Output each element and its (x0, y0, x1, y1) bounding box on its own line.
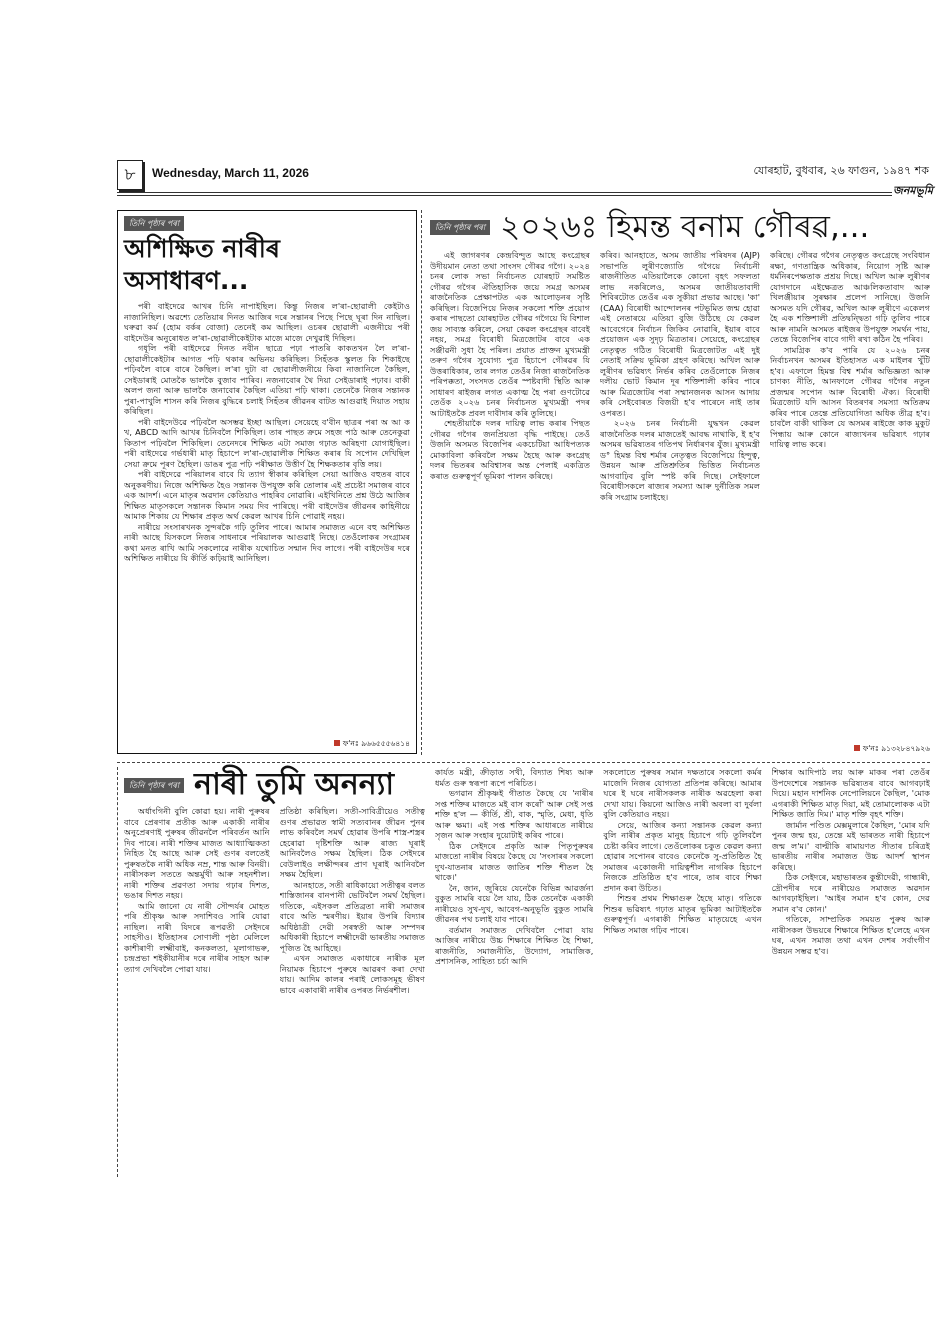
article-main-col-2 (600, 250, 760, 754)
paragraph: প্ৰতিষ্ঠা কৰিছিল। সতী-সাবিত্ৰীয়েও সতীত্ব গুণৰ প্ৰভাৱত স্বামী সত্যবানৰ জীৱন পুনৰ লাভ কৰিবলৈ সমৰ্থ হোৱাৰ উপৰি শাস্ত্ৰ-শস্ত্ৰৰ হেৰোৱা দৃষ্টিশক্তি আৰু ৰাজ্য ঘূৰাই আনিবলৈও সক্ষম হৈছিল। ঠিক সেইদৰে বেউলাইও লক্ষীন্দৰৰ প্ৰাণ ঘূৰাই আনিবলৈ সক্ষম হৈছিল। (279, 806, 425, 879)
paragraph: নৈ, জান, জুৰিয়ে যেনেকৈ বিভিন্ন আৱৰ্জনা বুকুত সামৰি বয়ে লৈ যায়, ঠিক তেনেকৈ একাকী নাৰীয়েও সুখ-দুখ, আবেগ-অনুভূতি বুকুত সামৰি জীৱনৰ পথ চলাই যাব পাৰে। (435, 882, 594, 924)
section-divider (117, 762, 930, 763)
paragraph: ভগৱান শ্ৰীকৃষ্ণই গীতাত কৈছে যে 'নাৰীৰ সপ্ত শক্তিৰ মাজতে মই বাস কৰোঁ' আৰু সেই সপ্ত শক্তি হ'ল — কীৰ্তি, শ্ৰী, বাক, স্মৃতি, মেধা, ধৃতি আৰু ক্ষমা। এই সপ্ত শক্তিৰ আধাৰতে নাৰীয়ে সৃজন আৰু সংহাৰ দুয়োটাই কৰিব পাৰে। (435, 788, 594, 840)
phone-main (770, 744, 930, 754)
article-left-body (124, 301, 410, 736)
paragraph: গতিকে, সাম্প্ৰতিক সময়ত পুৰুষ আৰু নাৰীসকল উভয়ৰে শিক্ষাৰে শিক্ষিত হ'লেহে এখন ঘৰ, এখন সমাজ তথা এখন দেশৰ সৰ্বাংগীণ উন্নয়ন সম্ভৱ হ'ব। (771, 914, 930, 956)
article-bottom (117, 767, 930, 1177)
article-main-col-3-wrap (770, 250, 930, 754)
paragraph: অৰ্ধাংগিনী বুলি কোৱা হয়। নাৰী পুৰুষৰ বাবে প্ৰেৰণাৰ প্ৰতীক আৰু একাকী নাৰীৰ অনুপ্ৰেৰণাই পুৰুষৰ জীৱনলৈ পৰিবৰ্তন আনি দিব পাৰে। নাৰী শক্তিৰ মাজত আধ্যাত্মিকতা নিহিত হৈ আছে আৰু সেই গুণৰ বলতেই পুৰুষতকৈ নাৰী অধিক নম্ৰ, শান্ত আৰু বিনয়ী। নাৰীসকল সততে অন্তৰ্মুখী আৰু সহনশীল। নাৰী শক্তিৰ প্ৰৱণতা সদায় গঢ়াৰ দিশত, ভঙাৰ দিশত নহয়। (124, 806, 270, 900)
article-bottom-col-4 (603, 767, 761, 1177)
paragraph: পৰী বাইদেউৱে পঢ়িবলৈ অসম্ভৱ ইচ্ছা আছিল। সেয়েহে ব'বীন ছাত্ৰৰ পৰা অ আ ক খ, ABCD আদি আখৰ চিনিবলৈ শিকিছিল। তাৰ পাছত ক্ৰমে সহজ পাঠ আৰু তেনেকুৱা কিতাপ পঢ়িবলৈ শিকিছিল। তেনেদৰে শিক্ষিত এটা সমাজ গঢ়াত অৰিহণা যোগাইছিল। পৰী বাইদেৱে গৰ্ভধাৰী মাতৃ হিচাপে ল'ৰা-ছোৱালীক শিক্ষিত কৰাৰ যি সপোন দেখিছিল সেয়া ক্ৰমে পূৰণ হৈছিল। ডাঙৰ পুত্ৰ পঢ়ি পৰীক্ষাত উত্তীৰ্ণ হৈ শিক্ষকতাৰ বৃত্তি লয়। (124, 416, 410, 469)
column-divider (421, 210, 422, 755)
paragraph: জাৰ্মান পণ্ডিত মেক্সমুলাৰে কৈছিল, 'মোৰ যদি পুনৰ জন্ম হয়, তেন্তে মই ভাৰতত নাৰী হিচাপে জন্ম ল'ম।' বাল্মীকি ৰামায়ণত সীতাৰ চৰিত্ৰই ভাৰতীয় নাৰীৰ সমাজত উচ্চ আদৰ্শ স্থাপন কৰিছে। (771, 819, 930, 872)
article-bottom-col-3 (435, 767, 593, 1177)
paragraph: শিক্ষাৰ আদিপাঠ লয় আৰু মাকৰ পৰা তেওঁৰ উপদেশেৰে সন্তানক ভৱিষ্যতৰ বাবে আগবঢ়াই দিয়ে। মহান দাৰ্শনিক নেপোলিয়নে কৈছিল, 'মোক এগৰাকী শিক্ষিত মাতৃ দিয়া, মই তোমালোকক এটা শিক্ষিত জাতি দিম।' মাতৃ শক্তি বৃহৎ শক্তি। (771, 767, 930, 819)
article-bottom-col-1 (124, 806, 270, 1177)
paragraph: শিশুৰ প্ৰথম শিক্ষাগুৰু হৈছে মাতৃ। গতিকে শিশুৰ ভৱিষ্যৎ গঢ়াত মাতৃৰ ভূমিকা আটাইতকৈ গুৰুত্বপূৰ্ণ। এগৰাকী শিক্ষিত মাতৃয়েহে এখন শিক্ষিত সমাজ গঢ়িব পাৰে। (603, 893, 762, 935)
header-rule (117, 192, 892, 196)
paragraph: কাৰ্যত মন্ত্ৰী, ক্ৰীড়াত সখী, বিদ্যাত শিষ্য আৰু ধৰ্মত গুৰু স্বৰূপা ৰূপে পৰিচিত। (435, 767, 594, 788)
continued-label: তিনি পৃষ্ঠাৰ পৰা (124, 216, 184, 231)
page-number: ৮ (117, 160, 143, 190)
article-bottom-col-5 (772, 767, 930, 1177)
paragraph: পৰী বাইদেৱে পৰিয়ালৰ বাবে যি ত্যাগ স্বীকাৰ কৰিছিল সেয়া আজিও বহুতৰ বাবে অনুকৰণীয়। নিজে অশিক্ষিত হৈও সন্তানক উপযুক্ত কৰি তোলাৰ এই প্ৰচেষ্টা সমাজৰ বাবে এক আদৰ্শ। এনে মাতৃৰ অৱদান কেতিয়াও পাহৰিব নোৱাৰি। এইখিনিতে প্ৰশ্ন উঠে আজিৰ শিক্ষিত মাতৃসকলে সন্তানক কিমান সময় দিব পাৰিছে। পৰী বাইদেউৰ জীৱনৰ কাহিনীয়ে আমাক শিকায় যে শিক্ষাৰ প্ৰকৃত অৰ্থ কেৱল আখৰ চিনি পোৱাই নহয়। (124, 469, 410, 521)
article-main-col-3 (770, 250, 930, 741)
headline-left: অশিক্ষিত নাৰীৰ অসাধাৰণ... (124, 234, 280, 295)
phone-text: ফ'নঃ ৯৬৬৫৫৫৬৪১৪ (342, 739, 410, 748)
headline-bottom: নাৰী তুমি অনন্যা (194, 767, 395, 802)
paragraph: নাৰীয়ে সংসাৰখনক সুন্দৰকৈ গঢ়ি তুলিব পাৰে। আমাৰ সমাজত এনে বহু অশিক্ষিত নাৰী আছে যিসকলে নিজৰ সাধনাৰে পৰিয়ালক আগুৱাই নিছে। তেওঁলোকৰ সংগ্ৰামৰ কথা মনত ৰাখি আমি সকলোৱে নাৰীক যথোচিত সন্মান দিব লাগে। পৰী বাইদেউৰ দৰে অশিক্ষিত নাৰীয়ে যি কীৰ্তি কঢ়িয়াই আনিছিল। (124, 521, 410, 563)
paragraph: শেহতীয়াকৈ দলৰ দায়িত্ব লাভ কৰাৰ পিছত গৌৰৱ গগৈৰ জনপ্ৰিয়তা বৃদ্ধি পাইছে। তেওঁ উজনি অসমত বিজেপিৰ একচেটিয়া আধিপত্যক মোকাবিলা কৰিবলৈ সক্ষম হৈছে আৰু কংগ্ৰেছ দলৰ ভিতৰৰ অবিশ্বাসৰ অন্ত পেলাই একত্ৰিত কৰাত গুৰুত্বপূৰ্ণ ভূমিকা পালন কৰিছে। (430, 418, 590, 481)
paragraph: ঠিক সেইদৰে, মহাভাৰতৰ কুন্তীদেৱী, গান্ধাৰী, দ্ৰৌপদীৰ দৰে নাৰীয়েও সমাজত অৱদান আগবঢ়াইছিল। 'আইৰ সমান হ'ব কোন, দেৱ সমান ব'ব কোন।' (771, 872, 930, 914)
phone-text: ফ'নঃ ৯১৩২৮৪৭৯২৬ (862, 744, 930, 753)
article-main-col-1 (430, 250, 590, 754)
phone-left (124, 739, 410, 749)
paragraph: আনহাতে, সতী ৰাধিকায়ো সতীত্বৰ বলত শাস্তিজানৰ বানপানী ভেটিবলৈ সমৰ্থ হৈছিল। গতিকে, এইসকল প্ৰতিব্ৰতা নাৰী সমাজৰ বাবে অতি স্মৰণীয়। ইয়াৰ উপৰি বিদ্যাৰ অধিষ্ঠাত্ৰী দেৱী সৰস্বতী আৰু সম্পদৰ অধিকাৰী হিচাপে লক্ষ্মীদেৱী ভাৰতীয় সমাজত পূজিত হৈ আহিছে। (279, 879, 425, 953)
continued-label: তিনি পৃষ্ঠাৰ পৰা (430, 220, 490, 235)
paragraph: গধূলি পৰী বাইদেৱে দিনত নবীন ছাত্ৰে পঢ়া পাতৰি কাকতখন লৈ ল'ৰা-ছোৱালীকেইটাৰ আগত পঢ়ি থকাৰ অভিনয় কৰিছিল। সিহঁতক স্কুলত কি শিকাইছে পঢ়িবলৈ বাৰে বাৰে কৈছিল। ল'ৰা দুটা বা ছোৱালীজনীয়ে কিবা নাজানিলে কৈছিল, সেইডাৰাই মোতকৈ ভালকৈ বুজাব পাৰিব। নজনাবোৰ থৈ দিয়া সেইডাৰাই পঢ়াব। বাকী অলপ জনা আৰু ভালকৈ জনাবোৰ কৈছিল এতিয়া পঢ়ি থাকা। তেনেকৈ নিজৰ সন্তানক পুৰা-পাখুলি শাসন কৰি নিজৰ বুদ্ধিৰে চলাই সিহঁতৰ জীৱনৰ বাটত আগুৱাই দিয়াত সহায় কৰিছিল। (124, 343, 410, 416)
paragraph: এখন সমাজত একাধাৰে নাৰীক মূল নিয়ামক হিচাপে পুৰুষে আৱৰণ কৰা দেখা যায়। আদিম কালৰ পৰাই লোকসমূহ ভীষণ ভাবে একাবাৰী নাৰীৰ ওপৰত নিৰ্ভৰশীল। (279, 953, 425, 995)
newspaper-logo: জনমভূমি (893, 184, 933, 197)
paragraph: সকলোতে পুৰুষৰ সমান দক্ষতাৰে সকলো কৰ্মৰ মাজেদি নিজৰ যোগ্যতা প্ৰতিপন্ন কৰিছে। আমাৰ ঘৰে ই ঘৰে নাৰীসকলক নাৰীক অৱহেলা কৰা দেখা যায়। কিয়নো আজিও নাৰী অবলা বা দুৰ্বলা বুলি কেতিয়াও নহয়। (603, 767, 762, 819)
paragraph: আমি জানো যে নাৰী সৌন্দৰ্যৰ মোহত পৰি শ্ৰীকৃষ্ণ আৰু সদাশিবও সাৰি যোৱা নাছিল। নাৰী যিদৰে ৰূপৱতী সেইদৰে সাহসীও। ইতিহাসৰ সোণালী পৃষ্ঠা মেলিলে কাশীৰাণী লক্ষ্মীবাই, কনকলতা, মূলাগাভৰু, চন্দ্ৰপ্ৰভা শইকীয়ানীৰ দৰে নাৰীৰ সাহস আৰু ত্যাগ দেখিবলৈ পোৱা যায়। (124, 900, 270, 974)
paragraph: এই জাগৰণৰ কেন্দ্ৰবিন্দুত আছে কংগ্ৰেছৰ উদীয়মান নেতা তথা সাংসদ গৌৰৱ গগৈ। ২০২৪ চনৰ লোক সভা নিৰ্বাচনত যোৰহাট সমষ্টিত গৌৰৱ গগৈৰ ঐতিহাসিক জয়ে সমগ্ৰ অসমৰ ৰাজনৈতিক প্ৰেক্ষাপটত এক আলোড়নৰ সৃষ্টি কৰিছিল। বিজেপিয়ে নিজৰ সকলো শক্তি প্ৰয়োগ কৰাৰ পাছতো যোৰহাটত গৌৰৱ গগৈয়ে যি বিশাল জয় সাব্যস্ত কৰিলে, সেয়া কেৱল কংগ্ৰেছৰ বাবেই নহয়, সমগ্ৰ বিৰোধী মিত্ৰজোটৰ বাবে এক সঞ্জীৱনী সুধা হৈ পৰিল। প্ৰয়াত প্ৰাক্তন মুখ্যমন্ত্ৰী তৰুণ গগৈৰ সুযোগ্য পুত্ৰ হিচাপে গৌৰৱৰ যি উত্তৰাধিকাৰ, তাৰ লগত তেওঁৰ নিজা ৰাজনৈতিক পৰিপক্কতা, সংসদত তেওঁৰ স্পষ্টবাদী স্থিতি আৰু সাধাৰণ ৰাইজৰ লগত একাত্ম হৈ পৰা গুণটোৱে তেওঁক ২০২৬ চনৰ নিৰ্বাচনত মুখ্যমন্ত্ৰী পদৰ আটাইতকৈ প্ৰবল দাবীদাৰ কৰি তুলিছে। (430, 250, 590, 418)
paragraph: ২০২৬ চনৰ নিৰ্বাচনী যুদ্ধখন কেৱল ৰাজনৈতিক দলৰ মাজতেই আবদ্ধ নাথাকি, ই হ'ব অসমৰ ভৱিষ্যতৰ গতিপথ নিৰ্ধাৰণৰ যুঁজ। মুখ্যমন্ত্ৰী ড° হিমন্ত বিশ্ব শৰ্মাৰ নেতৃত্বত বিজেপিয়ে হিন্দুত্ব, উন্নয়ন আৰু প্ৰতিশ্ৰুতিৰ ভিত্তিত নিৰ্বাচনত আগবাঢ়িব বুলি স্পষ্ট কৰি দিছে। সেইফালে বিৰোধীসকলে ৰাজ্যৰ সমস্যা আৰু দুৰ্নীতিক সমল কৰি সংগ্ৰাম চলাইছে। (600, 418, 760, 502)
paragraph: কৰিব। আনহাতে, অসম জাতীয় পৰিষদৰ (AJP) সভাপতি লুৰীণজ্যোতি গগৈয়ে নিৰ্বাচনী ৰাজনীতিত এতিয়ালৈকে কোনো বৃহৎ সফলতা লাভ নকৰিলেও, অসমৰ জাতীয়তাবাদী শিবিৰটোত তেওঁৰ এক সুকীয়া প্ৰভাৱ আছে। 'কা' (CAA) বিৰোধী আন্দোলনৰ পটভূমিত জন্ম হোৱা এই নেতাৰয়ে এতিয়া বুজি উঠিছে যে কেৱল আবেগেৰে নিৰ্বাচন জিকিব নোৱাৰি, ইয়াৰ বাবে প্ৰয়োজন এক সুদৃঢ় মিত্ৰতাৰ। সেয়েহে, কংগ্ৰেছৰ নেতৃত্বত গঠিত বিৰোধী মিত্ৰজোটত এই দুই নেতাই সক্ৰিয় ভূমিকা গ্ৰহণ কৰিছে। অখিল আৰু লুৰীণৰ ভৱিষ্যৎ নিৰ্ভৰ কৰিব তেওঁলোকে নিজৰ দলীয় ভোট কিমান দূৰ শক্তিশালী কৰিব পাৰে আৰু মিত্ৰজোটৰ পৰা সম্মানজনক আসন আদায় কৰি সেইবোৰত বিজয়ী হ'ব পাৰেনে নাই তাৰ ওপৰত। (600, 250, 760, 418)
paragraph: কৰিছে। গৌৰৱ গগৈৰ নেতৃত্বত কংগ্ৰেছে সংবিধান ৰক্ষা, গণতান্ত্ৰিক অধিকাৰ, নিয়োগ সৃষ্টি আৰু ধৰ্মনিৰপেক্ষতাক প্ৰশ্ৰয় দিছে। অখিল আৰু লুৰীণৰ যোগদানে এইক্ষেত্ৰত আঞ্চলিকতাবাদ আৰু খিলঞ্জীয়াৰ সুৰক্ষাৰ প্ৰলেপ সানিছে। উজনি অসমত যদি গৌৰৱ, অখিল আৰু লুৰীণে একেলগ হৈ এক শক্তিশালী প্ৰতিদ্বন্দ্বিতা গঢ়ি তুলিব পাৰে আৰু নামনি অসমত ৰাইজৰ উপযুক্ত সমৰ্থন পায়, তেন্তে বিজেপিৰ বাবে গাদী ৰখা কঠিন হৈ পৰিব। (770, 250, 930, 344)
article-main (430, 208, 930, 754)
article-bottom-col-2 (280, 806, 426, 1177)
paragraph: বৰ্তমান সমাজত দেখিবলৈ পোৱা যায় আজিৰ নাৰীয়ে উচ্চ শিক্ষাৰে শিক্ষিত হৈ শিক্ষা, ৰাজনীতি, সমাজনীতি, উদ্যোগ, সামাজিক, প্ৰশাসনিক, সাহিত্য চৰ্চা আদি (435, 924, 594, 966)
paragraph: ঠিক সেইদৰে প্ৰকৃতি আৰু পিতৃপুৰুষৰ মাজতো নাৰীৰ বিষয়ে কৈছে যে 'সংসাৰৰ সকলো দুখ-যাতনাৰ মাজত জাতিৰ শক্তি শীতল হৈ থাকে।' (435, 840, 594, 882)
date-english: Wednesday, March 11, 2026 (152, 166, 309, 180)
article-bottom-left-block (117, 767, 425, 1177)
article-box-left (117, 210, 417, 754)
headline-main: ২০২৬ঃ হিমন্ত বনাম গৌৰৱ,... (500, 209, 870, 245)
date-assamese: যোৰহাট, বুধবাৰ, ২৬ ফাগুন, ১৯৪৭ শক (753, 164, 929, 177)
continued-label: তিনি পৃষ্ঠাৰ পৰা (124, 778, 184, 793)
paragraph: পৰী বাইদেৱে আখৰ চিনি নাপাইছিল। কিন্তু নিজৰ ল'ৰা-ছোৱালী কেইটাও নাজানিছিল। অৱশ্যে তেতিয়াৰ দিনত আজিৰ দৰে সন্তানৰ পিছে পিছে ঘূৰা দিন নাছিল। ঘৰুৱা কৰ্ম (হোম বৰ্কৰ বোজা) তেনেই কম আছিল। ওচৰৰ ছোৱালী এজনীয়ে পৰী বাইদেউৰ অনুৰোধত ল'ৰা-ছোৱালীকেইটাক মাজে মাজে দেখুৱাই দিছিল। (124, 301, 410, 343)
paragraph: সেয়ে, আজিৰ কন্যা সন্তানক কেৱল কন্যা বুলি নাৰীৰ প্ৰকৃত মানুহ হিচাপে গঢ়ি তুলিবলৈ চেষ্টা কৰিব লাগে। তেওঁলোকৰ চকুত কেৱল কন্যা হোৱাৰ সপোনৰ বাবেও কেনেকৈ সু-প্ৰতিষ্ঠিত হৈ সমাজৰ একোজনী দায়িত্বশীল নাগৰিক হিচাপে নিজকে প্ৰতিষ্ঠিত হ'ব পাৰে, তাৰ বাবে শিক্ষা প্ৰদান কৰা উচিত। (603, 819, 762, 893)
paragraph: সামগ্ৰিক ক'ব পাৰি যে ২০২৬ চনৰ নিৰ্বাচনখন অসমৰ ইতিহাসত এক মাইলৰ খুঁটি হ'ব। এফালে হিমন্ত বিশ্ব শৰ্মাৰ অভিজ্ঞতা আৰু চাণক্য নীতি, আনফালে গৌৰৱ গগৈৰ নতুন প্ৰজন্মৰ সপোন আৰু বিৰোধী ঐক্য। বিৰোধী মিত্ৰজোট যদি আসন বিতৰণৰ সমস্যা অতিক্ৰম কৰিব পাৰে তেন্তে প্ৰতিযোগিতা অধিক তীব্ৰ হ'ব। চাবলৈ বাকী থাকিল যে অসমৰ ৰাইজে কাক মুকুট পিন্ধায় আৰু কোনে ৰাজ্যখনৰ ভৱিষ্যৎ গঢ়াৰ দায়িত্ব লাভ কৰে। (770, 344, 930, 449)
